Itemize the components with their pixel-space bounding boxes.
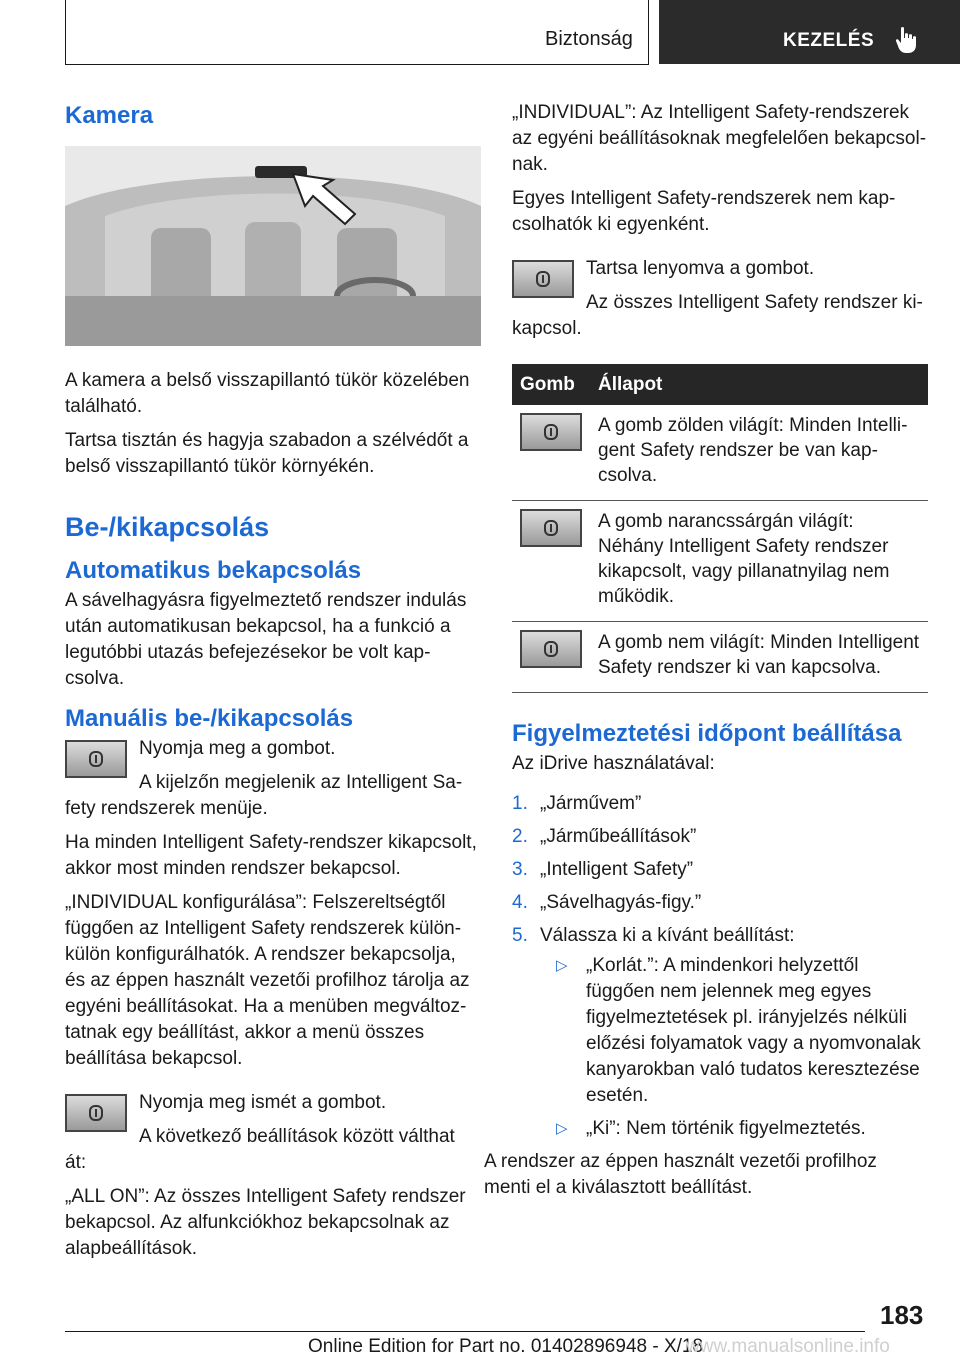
camera-heading: Kamera: [65, 102, 154, 129]
manual-on-off-heading: Manuális be-/kikapcsolás: [65, 705, 354, 732]
footer-rule: [65, 1331, 865, 1332]
table-header-status: Állapot: [590, 364, 928, 405]
list-item: [512, 890, 928, 916]
camera-paragraph-1: A kamera a belső visszapillantó tükör közelében található.: [65, 370, 470, 417]
manual-all-off-paragraph: Ha minden Intelligent Safety-rendszer kikapcsolt, akkor most minden rendszer bekapcsol.: [65, 832, 477, 879]
list-item: [540, 1116, 928, 1142]
safety-button-image: [520, 509, 582, 547]
page-number: 183: [880, 1300, 924, 1330]
step-text: „Sávelhagyás-figy.”: [540, 892, 702, 913]
list-item: [540, 953, 928, 1109]
safety-button-image: [520, 413, 582, 451]
left-column: [65, 100, 481, 1270]
triangle-bullet-icon: ▷: [556, 957, 568, 974]
table-header-button: Gomb: [512, 364, 590, 405]
table-row: [512, 501, 928, 622]
safety-assist-icon: [86, 749, 106, 769]
auto-on-heading: Automatikus bekapcsolás: [65, 557, 362, 584]
hold-button-paragraph: Tartsa lenyomva a gombot.: [586, 258, 815, 279]
manual-press-paragraph: Nyomja meg a gombot.: [139, 738, 336, 759]
camera-location-photo: [65, 146, 481, 346]
header-right-rule: [648, 0, 649, 64]
individual-config-paragraph: „INDIVIDUAL konfigurálása”: Felszereltségtől függően az Intelligent Safety rendszerek különkülön konfigurálhatók. A rendszer bekapcsolja, és az éppen használt vezetői profilhoz tárolja az egyéni beállításokat. Ha a menüben megváltoztatnak egy beállítást, akkor a menü összes beállítása bekapcsol.: [65, 892, 470, 1069]
header-chapter-title: KEZELÉS: [783, 30, 875, 51]
header-bottom-rule: [65, 64, 649, 65]
manual-display-paragraph: A kijelzőn megjelenik az Intelligent Safety rendszerek menüje.: [65, 772, 463, 819]
press-again-paragraph: Nyomja meg ismét a gombot.: [139, 1092, 387, 1113]
idrive-paragraph: Az iDrive használatával:: [512, 753, 715, 774]
all-on-paragraph: „ALL ON”: Az összes Intelligent Safety rendszer bekapcsol. Az alfunkciókhoz bekapcsolnak az alapbeállítások.: [65, 1186, 466, 1259]
safety-assist-icon: [541, 422, 561, 442]
step-number: 1.: [512, 793, 528, 814]
step-number: 5.: [512, 925, 528, 946]
footer-watermark: www.manualsonline.info: [686, 1336, 890, 1357]
options-list: [540, 953, 928, 1142]
camera-paragraph-2: Tartsa tisztán és hagyja szabadon a szélvédőt a belső visszapillantó tükör környékén.: [65, 430, 469, 477]
header-left-rule: [65, 0, 66, 64]
auto-on-paragraph: A sávelhagyásra figyelmeztető rendszer indulás után automatikusan bekapcsol, ha a funkció a legutóbbi utazás befejezésekor be volt kapcsolva.: [65, 590, 467, 689]
steps-list: [512, 791, 928, 1142]
step-text: Válassza ki a kívánt beállítást:: [540, 925, 795, 946]
safety-button-image: [65, 1094, 127, 1132]
right-column: [484, 100, 928, 1209]
step-number: 2.: [512, 826, 528, 847]
step-text: „Intelligent Safety”: [540, 859, 694, 880]
table-header-row: [512, 364, 928, 405]
table-cell-button: [512, 501, 590, 622]
hold-button-block: [512, 256, 928, 350]
table-cell-status: A gomb nem világít: Minden Intelligent Safety rendszer ki van kapcsolva.: [590, 622, 928, 693]
table-row: [512, 622, 928, 693]
table-cell-button: [512, 405, 590, 501]
option-text: „Ki”: Nem történik figyelmeztetés.: [586, 1118, 866, 1139]
list-item: [512, 857, 928, 883]
table-cell-status: A gomb narancssárgán világít: Néhány Intelligent Safety rendszer kikapcsolt, vagy pillanatnyilag nem működik.: [590, 501, 928, 622]
triangle-bullet-icon: ▷: [556, 1120, 568, 1137]
step-number: 3.: [512, 859, 528, 880]
header-chapter-tab: [659, 0, 960, 64]
final-paragraph: A rendszer az éppen használt vezetői profilhoz menti el a kiválasztott beállítást.: [484, 1151, 877, 1198]
safety-button-image: [520, 630, 582, 668]
all-off-paragraph: Az összes Intelligent Safety rendszer kikapcsol.: [512, 292, 923, 339]
table-cell-status: A gomb zölden világít: Minden Intelligent Safety rendszer be van kapcsolva.: [590, 405, 928, 501]
safety-assist-icon: [541, 518, 561, 538]
footer-edition: Online Edition for Part no. 01402896948 - X/18: [308, 1336, 704, 1357]
table-cell-button: [512, 622, 590, 693]
some-systems-paragraph: Egyes Intelligent Safety-rendszerek nem kapcsolhatók ki egyenként.: [512, 188, 896, 235]
safety-button-image: [65, 740, 127, 778]
warning-time-heading: Figyelmeztetési időpont beállítása: [512, 720, 902, 747]
safety-assist-icon: [86, 1103, 106, 1123]
pointing-hand-icon: [895, 26, 919, 54]
safety-assist-icon: [541, 639, 561, 659]
switch-settings-paragraph: A következő beállítások között válthat át:: [65, 1126, 455, 1173]
step-number: 4.: [512, 892, 528, 913]
on-off-heading: Be-/kikapcsolás: [65, 512, 270, 542]
manual-press-block: [65, 736, 481, 830]
step-text: „Járműbeállítások”: [540, 826, 697, 847]
safety-assist-icon: [533, 269, 553, 289]
step-text: „Járművem”: [540, 793, 642, 814]
list-item: [512, 791, 928, 817]
safety-button-image: [512, 260, 574, 298]
press-again-block: [65, 1090, 481, 1184]
header-section-title: Biztonság: [545, 28, 633, 50]
list-item: [512, 923, 928, 1142]
option-text: „Korlát.”: A mindenkori helyzettől függően nem jelennek meg egyes figyelmeztetések pl. irányjelzés nélküli előzési folyamatok vagy a nyomvonalak kanyarokban való tudatos keresztezése esetén.: [586, 955, 921, 1106]
button-status-table: [512, 364, 928, 693]
individual-paragraph: „INDIVIDUAL”: Az Intelligent Safety-rendszerek az egyéni beállításoknak megfelelően bekapcsolnak.: [512, 102, 927, 175]
table-row: [512, 405, 928, 501]
list-item: [512, 824, 928, 850]
